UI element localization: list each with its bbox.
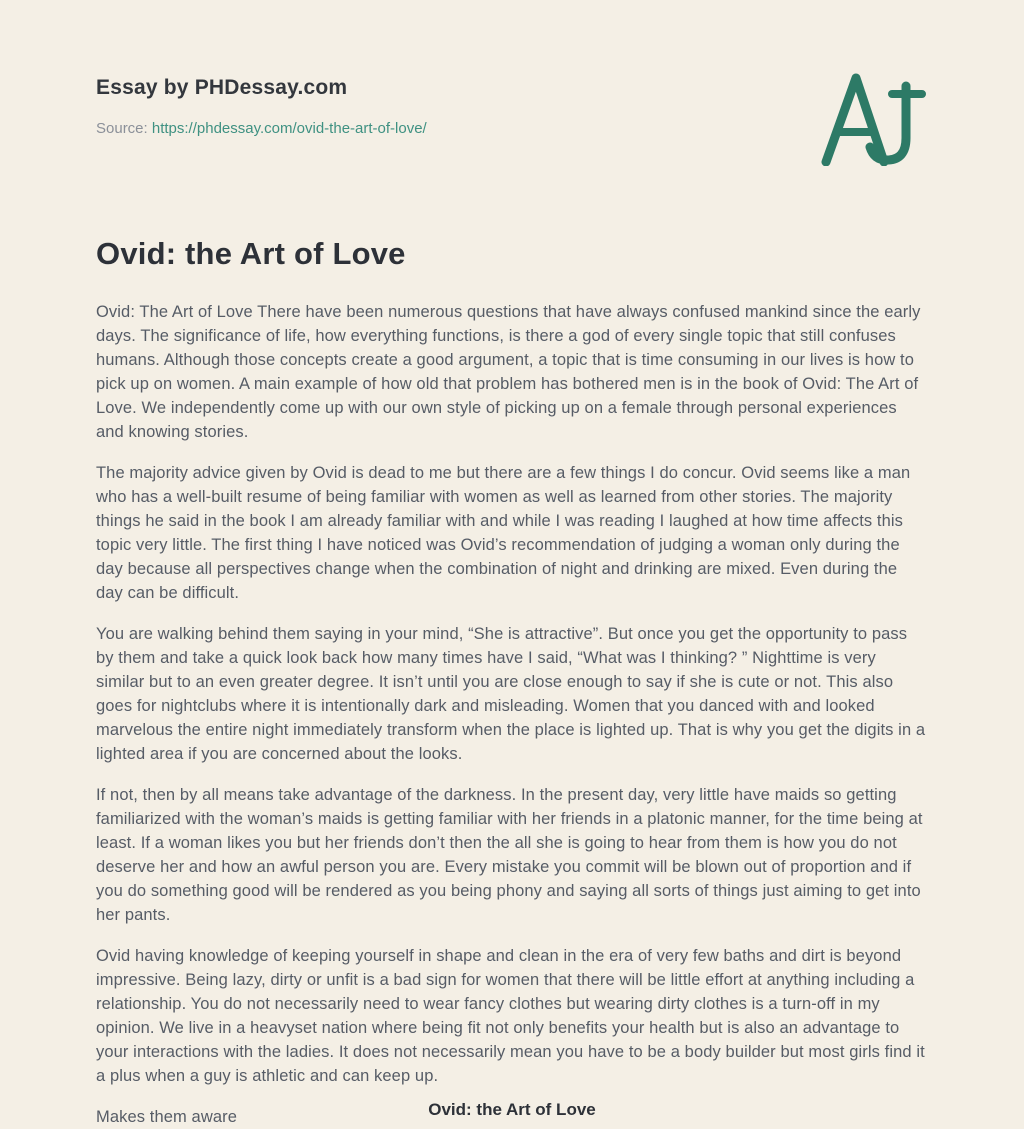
essay-paragraph: Ovid: The Art of Love There have been numerous questions that have always confused mankind since the early days. The significance of life, how everything functions, is there a god of every single topic that still confuses humans. Although those concepts create a good argument, a topic that is time consuming in our lives is how to pick up on women. A main example of how old that problem has bothered men is in the book of Ovid: The Art of Love. We independently come up with our own style of picking up on a female through personal experiences and knowing stories. <box>96 303 921 441</box>
essay-title: Ovid: the Art of Love <box>96 236 406 271</box>
byline: Essay by PHDessay.com <box>96 76 348 99</box>
essay-paragraph: You are walking behind them saying in your mind, “She is attractive”. But once you get the opportunity to pass by them and take a quick look back how many times have I said, “What was I thinking? ” Nighttime is very similar but to an even greater degree. It isn’t until you are close enough to say if she is cute or not. This also goes for nightclubs where it is intentionally dark and misleading. Women that you danced with and looked marvelous the entire night immediately transform when the place is lighted up. That is why you get the digits in a lighted area if you are concerned about the looks. <box>96 625 926 763</box>
footer <box>0 1100 1024 1120</box>
phdessay-logo-icon <box>816 70 928 166</box>
header-text <box>96 76 427 137</box>
source-link[interactable]: https://phdessay.com/ovid-the-art-of-love/ <box>151 120 427 137</box>
source-label: Source: <box>96 120 148 137</box>
essay-paragraph: Makes them aware <box>96 1108 237 1126</box>
essay-paragraph: The majority advice given by Ovid is dead to me but there are a few things I do concur. Ovid seems like a man who has a well-built resume of being familiar with women as well as learned from other stories. The majority things he said in the book I am already familiar with and while I was reading I laughed at how time affects this topic very little. The first thing I have noticed was Ovid’s recommendation of judging a woman only during the day because all perspectives change when the combination of night and drinking are mixed. Even during the day can be difficult. <box>96 464 911 602</box>
footer-essay-title: Ovid: the Art of Love <box>428 1100 596 1119</box>
essay-body <box>96 300 928 1129</box>
source-row <box>96 120 427 137</box>
essay-paragraph: If not, then by all means take advantage of the darkness. In the present day, very little have maids so getting familiarized with the woman’s maids is getting familiar with her friends in a platonic manner, for the time being at least. If a woman likes you but her friends don’t then the all she is going to hear from them is how you do not deserve her and how an awful person you are. Every mistake you commit will be blown out of proportion and if you do something good will be rendered as you being phony and saying all sorts of things just aiming to get into her pants. <box>96 786 923 924</box>
header <box>96 0 928 166</box>
essay-paragraph: Ovid having knowledge of keeping yourself in shape and clean in the era of very few baths and dirt is beyond impressive. Being lazy, dirty or unfit is a bad sign for women that there will be little effort at anything including a relationship. You do not necessarily need to wear fancy clothes but wearing dirty clothes is a turn-off in my opinion. We live in a heavyset nation where being fit not only benefits your health but is also an advantage to your interactions with the ladies. It does not necessarily mean you have to be a body builder but most girls find it a plus when a guy is athletic and can keep up. <box>96 947 925 1085</box>
